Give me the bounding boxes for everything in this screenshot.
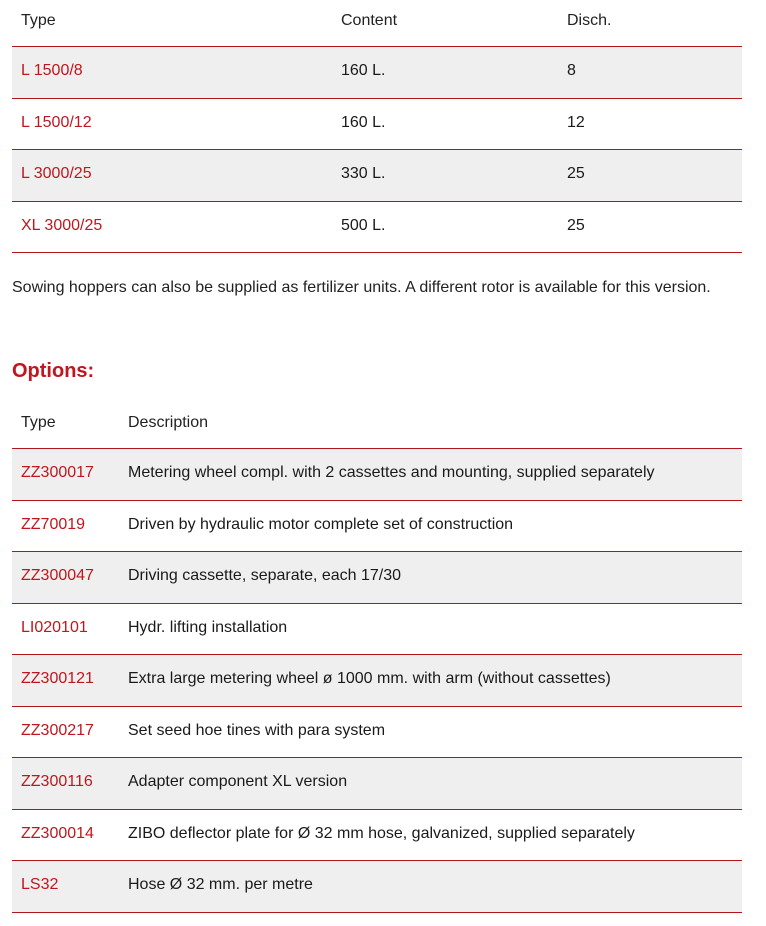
cell-description: Hydr. lifting installation xyxy=(128,618,288,636)
table-row xyxy=(12,809,742,861)
table-bottom-divider xyxy=(12,252,742,253)
cell-description: Extra large metering wheel ø 1000 mm. with arm (without cassettes) xyxy=(128,670,611,687)
cell-content: 160 L. xyxy=(341,113,386,131)
cell-content: 330 L. xyxy=(341,165,386,182)
header-type: Type xyxy=(21,414,56,431)
cell-description: Adapter component XL version xyxy=(128,773,348,790)
cell-type[interactable]: ZZ70019 xyxy=(21,515,86,533)
cell-disch: 8 xyxy=(567,62,576,79)
cell-description: ZIBO deflector plate for Ø 32 mm hose, galvanized, supplied separately xyxy=(128,824,635,842)
cell-type[interactable]: ZZ300047 xyxy=(21,567,94,584)
cell-content: 500 L. xyxy=(341,216,386,234)
cell-type[interactable]: LS32 xyxy=(21,876,59,893)
table-row xyxy=(12,551,742,603)
cell-type[interactable]: LI020101 xyxy=(21,618,88,636)
table-row xyxy=(12,654,742,706)
header-description: Description xyxy=(128,414,209,431)
cell-type[interactable]: XL 3000/25 xyxy=(21,216,103,234)
table-bottom-divider xyxy=(12,912,742,913)
models-table xyxy=(12,0,742,234)
cell-description: Driven by hydraulic motor complete set of construction xyxy=(128,515,514,533)
table-row xyxy=(12,46,742,98)
table-row xyxy=(12,448,742,500)
cell-description: Metering wheel compl. with 2 cassettes and mounting, supplied separately xyxy=(128,464,655,481)
cell-type[interactable]: ZZ300014 xyxy=(21,824,94,842)
cell-type[interactable]: ZZ300017 xyxy=(21,464,94,481)
table-row xyxy=(12,98,742,150)
cell-description: Driving cassette, separate, each 17/30 xyxy=(128,567,402,584)
cell-type[interactable]: ZZ300121 xyxy=(21,670,94,687)
cell-description: Hose Ø 32 mm. per metre xyxy=(128,876,313,893)
note-paragraph: Sowing hoppers can also be supplied as fertilizer units. A different rotor is available for this version. xyxy=(12,279,711,296)
cell-type[interactable]: ZZ300217 xyxy=(21,721,94,739)
table-row xyxy=(12,149,742,201)
cell-disch: 25 xyxy=(567,216,585,234)
header-type: Type xyxy=(21,12,56,29)
table-row xyxy=(12,860,742,912)
cell-type[interactable]: L 1500/12 xyxy=(21,113,92,131)
header-disch: Disch. xyxy=(567,12,612,29)
table-row xyxy=(12,706,742,758)
models-table-header xyxy=(12,0,742,46)
cell-disch: 12 xyxy=(567,113,585,131)
options-table xyxy=(12,402,742,893)
cell-disch: 25 xyxy=(567,165,585,182)
table-row xyxy=(12,201,742,253)
table-row xyxy=(12,500,742,552)
header-content: Content xyxy=(341,12,398,29)
options-table-header xyxy=(12,402,742,448)
cell-type[interactable]: L 1500/8 xyxy=(21,62,83,79)
table-row xyxy=(12,603,742,655)
options-title: Options: xyxy=(12,360,95,382)
cell-description: Set seed hoe tines with para system xyxy=(128,721,386,739)
cell-type[interactable]: L 3000/25 xyxy=(21,165,92,182)
cell-content: 160 L. xyxy=(341,62,386,79)
table-row xyxy=(12,757,742,809)
cell-type[interactable]: ZZ300116 xyxy=(21,773,93,790)
